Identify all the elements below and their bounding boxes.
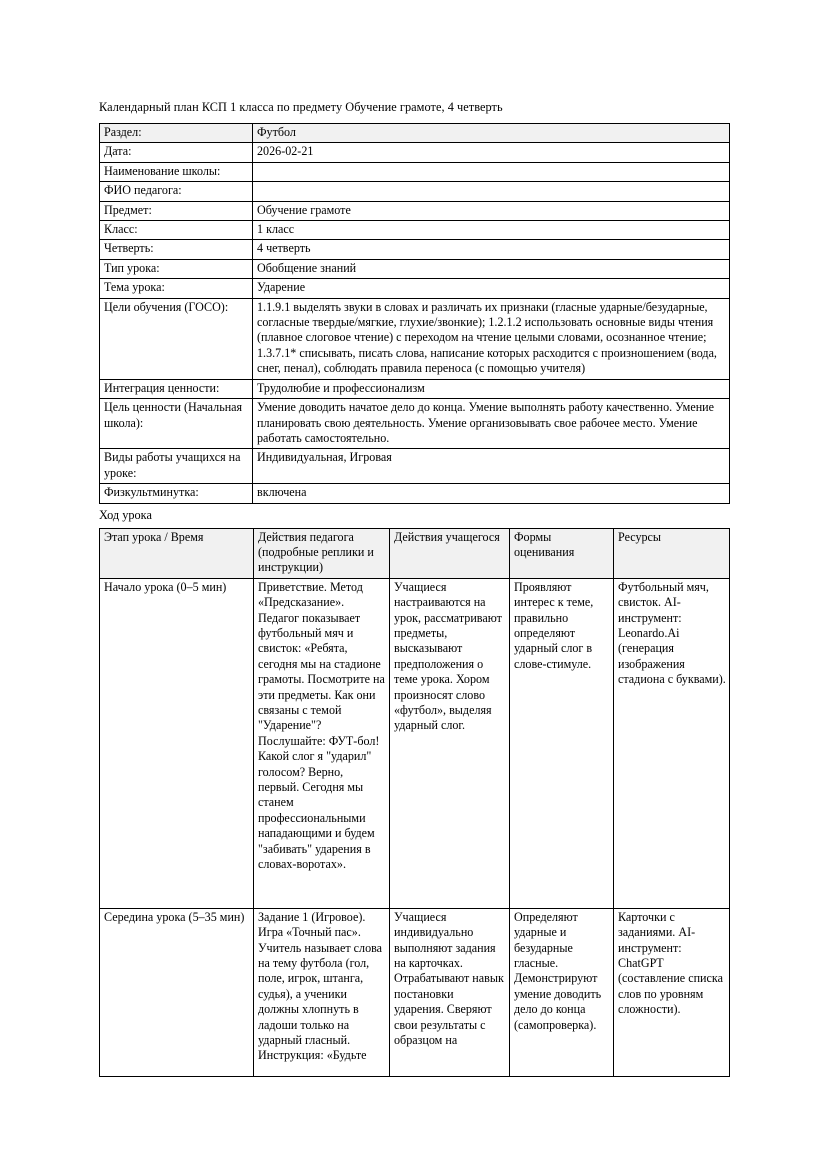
cell-resources: Футбольный мяч, свисток. AI-инструмент: Leonardo.Ai (генерация изображения стадиона с буквами). (614, 578, 730, 908)
cell-assessment: Проявляют интерес к теме, правильно определяют ударный слог в слове-стимуле. (510, 578, 614, 908)
column-header-stage: Этап урока / Время (100, 528, 254, 578)
info-label: Дата: (100, 143, 253, 162)
table-row (100, 143, 730, 162)
info-value: Футбол (253, 124, 730, 143)
info-value: 2026-02-21 (253, 143, 730, 162)
info-label: Тема урока: (100, 279, 253, 298)
cell-stage: Начало урока (0–5 мин) (100, 578, 254, 908)
lesson-flow-body (100, 578, 730, 1076)
table-row (100, 259, 730, 278)
cell-student-actions: Учащиеся настраиваются на урок, рассматривают предметы, высказывают предположения о теме урока. Хором произносят слово «футбол», выделяя ударный слог. (390, 578, 510, 908)
info-value (253, 162, 730, 181)
info-label: Наименование школы: (100, 162, 253, 181)
lesson-flow-head (100, 528, 730, 578)
info-value: Умение доводить начатое дело до конца. Умение выполнять работу качественно. Умение планировать свою деятельность. Умение организовывать свое рабочее место. Умение работать самостоятельно. (253, 399, 730, 449)
info-value: Обучение грамоте (253, 201, 730, 220)
cell-student-actions: Учащиеся индивидуально выполняют задания на карточках. Отрабатывают навык постановки ударения. Сверяют свои результаты с образцом на (390, 908, 510, 1076)
table-row (100, 162, 730, 181)
info-label: Класс: (100, 221, 253, 240)
page-content (99, 99, 729, 1077)
column-header-resources: Ресурсы (614, 528, 730, 578)
info-value: 1.1.9.1 выделять звуки в словах и различать их признаки (гласные ударные/безударные, согласные твердые/мягкие, глухие/звонкие); 1.2.1.2 использовать основные виды чтения (плавное слоговое чтение) с переходом на чтение целыми словами, осознанное чтение; 1.3.7.1* списывать, писать слова, написание которых расходится с произношением (вода, снег, пенал), соблюдать правила переноса (с помощью учителя) (253, 298, 730, 379)
lesson-info-body (100, 124, 730, 504)
column-header-teacher-actions: Действия педагога (подробные реплики и инструкции) (254, 528, 390, 578)
table-row (100, 240, 730, 259)
table-row (100, 279, 730, 298)
info-label: ФИО педагога: (100, 182, 253, 201)
lesson-flow-table (99, 528, 730, 1077)
table-row (100, 578, 730, 908)
table-row (100, 484, 730, 503)
info-value: включена (253, 484, 730, 503)
lesson-info-table (99, 123, 730, 504)
table-row (100, 124, 730, 143)
cell-teacher-actions: Приветствие. Метод «Предсказание». Педагог показывает футбольный мяч и свисток: «Ребята, сегодня мы на стадионе грамоты. Посмотрите на эти предметы. Как они связаны с темой "Ударение"? Послушайте: ФУТ-бол! Какой слог я "ударил" голосом? Верно, первый. Сегодня мы станем профессиональными нападающими и будем "забивать" ударения в словах-воротах». (254, 578, 390, 908)
column-header-student-actions: Действия учащегося (390, 528, 510, 578)
info-label: Предмет: (100, 201, 253, 220)
info-label: Четверть: (100, 240, 253, 259)
info-label: Тип урока: (100, 259, 253, 278)
info-value: Обобщение знаний (253, 259, 730, 278)
info-label: Цели обучения (ГОСО): (100, 298, 253, 379)
info-value: 1 класс (253, 221, 730, 240)
table-row (100, 449, 730, 484)
table-row (100, 201, 730, 220)
info-label: Физкультминутка: (100, 484, 253, 503)
lesson-flow-heading: Ход урока (99, 507, 152, 522)
info-label: Раздел: (100, 124, 253, 143)
column-header-assessment: Формы оценивания (510, 528, 614, 578)
table-header-row (100, 528, 730, 578)
table-row (100, 908, 730, 1076)
info-value (253, 182, 730, 201)
table-row (100, 379, 730, 398)
cell-stage: Середина урока (5–35 мин) (100, 908, 254, 1076)
table-row (100, 298, 730, 379)
page-title: Календарный план КСП 1 класса по предмету Обучение грамоте, 4 четверть (99, 100, 503, 114)
cell-teacher-actions: Задание 1 (Игровое). Игра «Точный пас». Учитель называет слова на тему футбола (гол, поле, игрок, штанга, судья), а ученики должны хлопнуть в ладоши только на ударный гласный. Инструкция: «Будьте (254, 908, 390, 1076)
table-row (100, 399, 730, 449)
cell-assessment: Определяют ударные и безударные гласные. Демонстрируют умение доводить дело до конца (самопроверка). (510, 908, 614, 1076)
info-value: Трудолюбие и профессионализм (253, 379, 730, 398)
table-row (100, 182, 730, 201)
info-label: Интеграция ценности: (100, 379, 253, 398)
info-value: 4 четверть (253, 240, 730, 259)
info-label: Цель ценности (Начальная школа): (100, 399, 253, 449)
info-value: Индивидуальная, Игровая (253, 449, 730, 484)
info-value: Ударение (253, 279, 730, 298)
info-label: Виды работы учащихся на уроке: (100, 449, 253, 484)
table-row (100, 221, 730, 240)
cell-resources: Карточки с заданиями. AI-инструмент: ChatGPT (составление списка слов по уровням сложности). (614, 908, 730, 1076)
